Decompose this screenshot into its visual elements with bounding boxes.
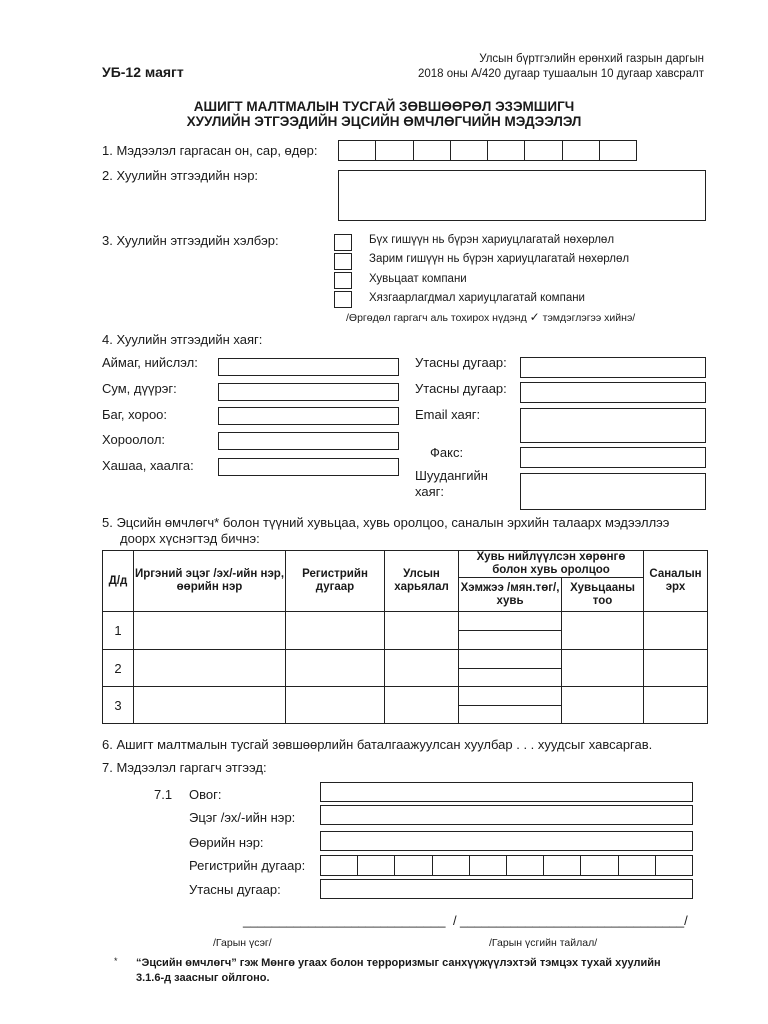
- checkbox-form-1[interactable]: [334, 234, 352, 251]
- phone-1-label: Утасны дугаар:: [415, 355, 507, 370]
- postal-label-2: хаяг:: [415, 484, 444, 499]
- date-cells[interactable]: [338, 140, 637, 161]
- address-khoroo-field[interactable]: [218, 407, 399, 425]
- shares-cell[interactable]: [562, 612, 644, 650]
- col-no-header: Д/д: [103, 551, 134, 612]
- checkbox-form-3[interactable]: [334, 272, 352, 289]
- checkbox-form-2[interactable]: [334, 253, 352, 270]
- owners-table: [102, 550, 708, 724]
- phone-field[interactable]: [320, 879, 693, 899]
- signature-slash: /: [453, 913, 457, 928]
- form-option-4: Хязгаарлагдмал хариуцлагатай компани: [369, 292, 585, 304]
- address-yard-field[interactable]: [218, 458, 399, 476]
- signature-name-line[interactable]: _______________________________/: [460, 913, 688, 928]
- address-street-label: Хороолол:: [102, 432, 166, 447]
- check-mark-icon: ✓: [529, 310, 540, 324]
- section-2-label: 2. Хуулийн этгээдийн нэр:: [102, 168, 259, 183]
- register-cell[interactable]: [286, 687, 385, 724]
- phone-label: Утасны дугаар:: [189, 882, 281, 897]
- form-note: [346, 310, 635, 324]
- postal-field[interactable]: [520, 473, 706, 510]
- register-cells[interactable]: [320, 855, 693, 876]
- shares-cell[interactable]: [562, 650, 644, 687]
- register-cell[interactable]: [286, 612, 385, 650]
- col-votes-header: Саналын эрх: [644, 551, 708, 612]
- email-field[interactable]: [520, 408, 706, 443]
- citizenship-cell[interactable]: [385, 687, 459, 724]
- given-name-field[interactable]: [320, 831, 693, 851]
- col-shares-header: Хувьцааны тоо: [562, 578, 644, 612]
- votes-cell[interactable]: [644, 687, 708, 724]
- register-cell[interactable]: [286, 650, 385, 687]
- address-street-field[interactable]: [218, 432, 399, 450]
- section-7-label: 7. Мэдээлэл гаргагч этгээд:: [102, 760, 267, 775]
- phone-2-label: Утасны дугаар:: [415, 381, 507, 396]
- amount-cell[interactable]: [459, 650, 562, 687]
- col-share-group-header: Хувь нийлүүлсэн хөрөнгө болон хувь оролцоо: [459, 551, 644, 578]
- signature-name-caption: /Гарын үсгийн тайлал/: [489, 937, 598, 949]
- form-option-1: Бүх гишүүн нь бүрэн хариуцлагатай нөхөрлөл: [369, 234, 615, 246]
- address-district-field[interactable]: [218, 383, 399, 401]
- patronymic-field[interactable]: [320, 805, 693, 825]
- phone-2-field[interactable]: [520, 382, 706, 403]
- register-label: Регистрийн дугаар:: [189, 858, 306, 873]
- name-cell[interactable]: [134, 687, 286, 724]
- section-5-label-1: 5. Эцсийн өмчлөгч* болон түүний хувьцаа, хувь оролцоо, саналын эрхийн талаарх мэдээллээ: [102, 515, 670, 530]
- citizenship-cell[interactable]: [385, 612, 459, 650]
- form-note-after: тэмдэглэгээ хийнэ/: [542, 312, 636, 324]
- fax-label: Факс:: [430, 445, 464, 460]
- row-number: 2: [103, 650, 134, 687]
- patronymic-label: Эцэг /эх/-ийн нэр:: [189, 810, 296, 825]
- footnote-marker: *: [114, 956, 118, 966]
- col-citizenship-header: Улсын харьялал: [385, 551, 459, 612]
- postal-label-1: Шуудангийн: [415, 468, 488, 483]
- table-row: [103, 650, 708, 687]
- votes-cell[interactable]: [644, 650, 708, 687]
- authority-line-1: Улсын бүртгэлийн ерөнхий газрын даргын: [479, 53, 704, 65]
- footnote-line-2: 3.1.6-д заасныг ойлгоно.: [136, 972, 270, 984]
- checkbox-form-4[interactable]: [334, 291, 352, 308]
- col-name-header: Иргэний эцэг /эх/-ийн нэр, өөрийн нэр: [134, 551, 286, 612]
- title-line-1: АШИГТ МАЛТМАЛЫН ТУСГАЙ ЗӨВШӨӨРӨЛ ЭЗЭМШИГЧ: [193, 99, 575, 114]
- submitter-number: 7.1: [154, 787, 173, 802]
- col-amount-header: Хэмжээ /мян.төг/, хувь: [459, 578, 562, 612]
- name-cell[interactable]: [134, 650, 286, 687]
- surname-label: Овог:: [189, 787, 222, 802]
- form-note-before: /Өргөдөл гаргагч аль тохирох нүдэнд: [346, 312, 527, 324]
- amount-cell[interactable]: [459, 612, 562, 650]
- votes-cell[interactable]: [644, 612, 708, 650]
- email-label: Email хаяг:: [415, 407, 481, 422]
- citizenship-cell[interactable]: [385, 650, 459, 687]
- form-code: УБ-12 маягт: [102, 64, 184, 80]
- form-option-2: Зарим гишүүн нь бүрэн хариуцлагатай нөхөрлөл: [369, 253, 630, 265]
- row-number: 1: [103, 612, 134, 650]
- section-4-label: 4. Хуулийн этгээдийн хаяг:: [102, 332, 263, 347]
- signature-line[interactable]: ____________________________: [243, 913, 446, 928]
- table-row: [103, 687, 708, 724]
- entity-name-field[interactable]: [338, 170, 706, 221]
- authority-line-2: 2018 оны А/420 дугаар тушаалын 10 дугаар хавсралт: [418, 68, 704, 80]
- section-5-label-2: доорх хүснэгтэд бичнэ:: [120, 531, 260, 546]
- shares-cell[interactable]: [562, 687, 644, 724]
- address-province-label: Аймаг, нийслэл:: [102, 355, 198, 370]
- table-row: [103, 612, 708, 650]
- address-province-field[interactable]: [218, 358, 399, 376]
- row-number: 3: [103, 687, 134, 724]
- section-3-label: 3. Хуулийн этгээдийн хэлбэр:: [102, 233, 279, 248]
- fax-field[interactable]: [520, 447, 706, 468]
- section-1-label: 1. Мэдээлэл гаргасан он, сар, өдөр:: [102, 143, 318, 158]
- phone-1-field[interactable]: [520, 357, 706, 378]
- col-register-header: Регистрийн дугаар: [286, 551, 385, 612]
- footnote-line-1: “Эцсийн өмчлөгч” гэж Мөнгө угаах болон терроризмыг санхүүжүүлэхтэй тэмцэх тухай хуулийн: [136, 957, 661, 969]
- address-khoroo-label: Баг, хороо:: [102, 407, 168, 422]
- given-name-label: Өөрийн нэр:: [189, 835, 264, 850]
- surname-field[interactable]: [320, 782, 693, 802]
- title-line-2: ХУУЛИЙН ЭТГЭЭДИЙН ЭЦСИЙН ӨМЧЛӨГЧИЙН МЭДЭЭЛЭЛ: [186, 114, 582, 129]
- amount-cell[interactable]: [459, 687, 562, 724]
- form-option-3: Хувьцаат компани: [369, 273, 467, 285]
- signature-caption: /Гарын үсэг/: [213, 937, 272, 949]
- address-yard-label: Хашаа, хаалга:: [102, 458, 194, 473]
- name-cell[interactable]: [134, 612, 286, 650]
- address-district-label: Сум, дүүрэг:: [102, 381, 177, 396]
- section-6-label: 6. Ашигт малтмалын тусгай зөвшөөрлийн баталгаажуулсан хуулбар . . . хуудсыг хавсаргав.: [102, 737, 653, 752]
